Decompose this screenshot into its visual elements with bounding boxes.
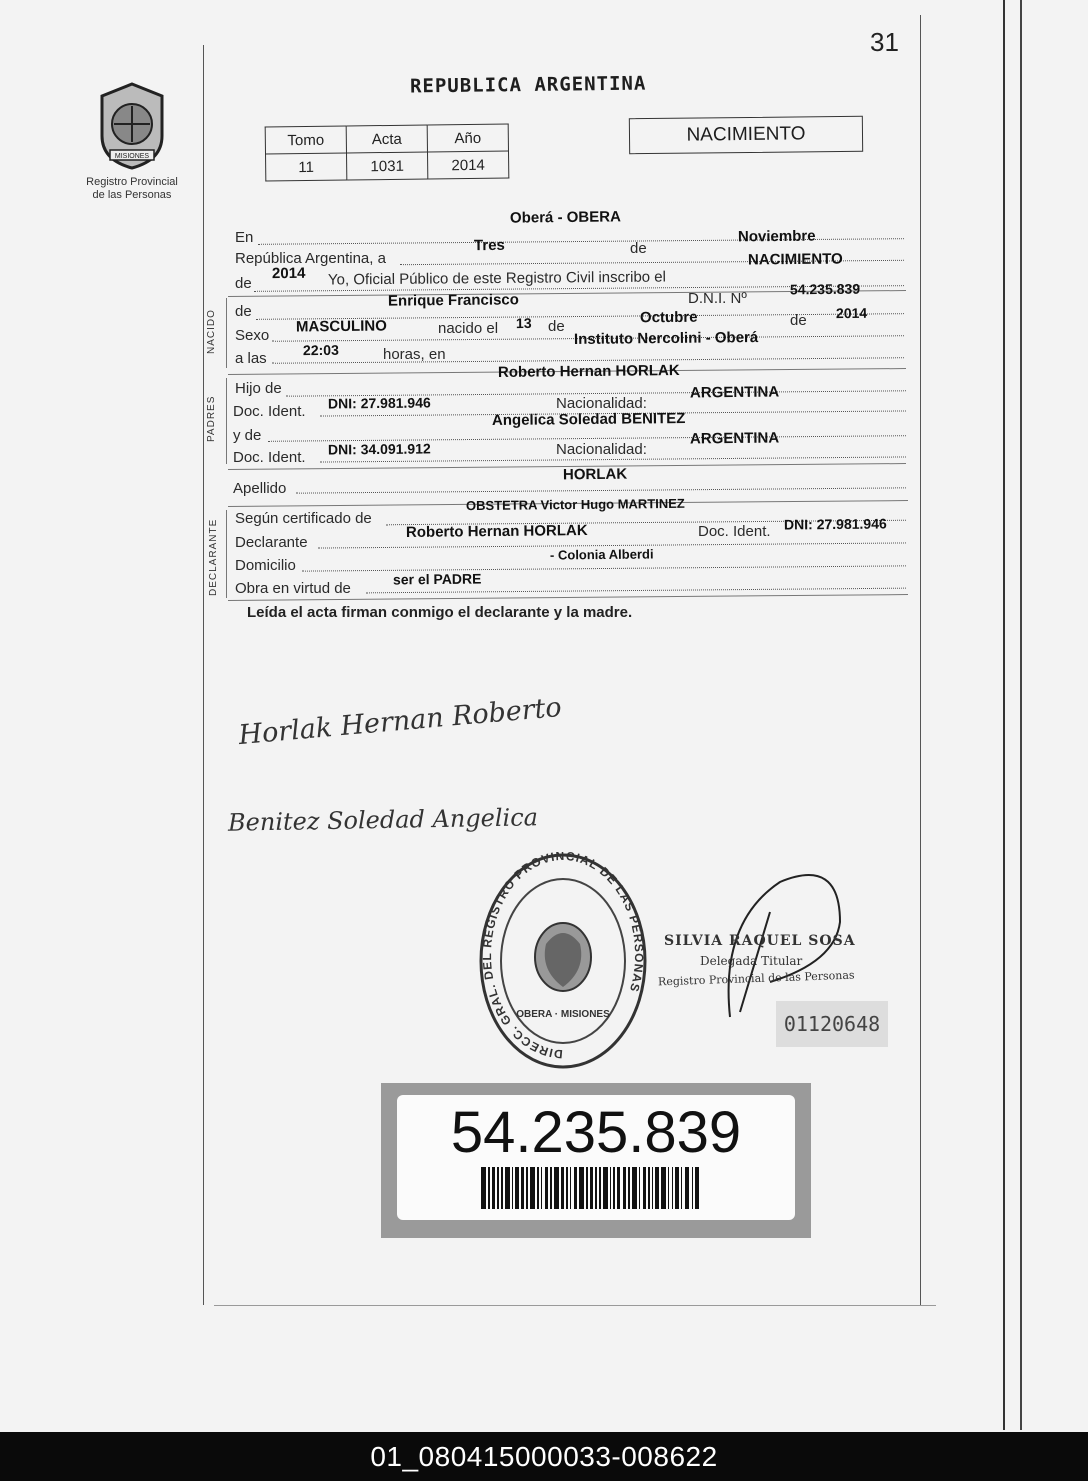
doc-type: NACIMIENTO [686, 123, 806, 146]
value-birth-month: Octubre [639, 308, 698, 327]
official-role: Delegada Titular [700, 954, 803, 968]
value-month: Noviembre [737, 227, 816, 246]
barcode-bar [515, 1167, 518, 1209]
label-de-year: de [235, 275, 252, 292]
official-name: SILVIA RAQUEL SOSA [664, 933, 856, 949]
barcode-bar [586, 1167, 588, 1209]
barcode-bar [695, 1167, 698, 1209]
barcode-bar [628, 1167, 630, 1209]
barcode-bar [561, 1167, 564, 1209]
provincial-seal [92, 80, 172, 172]
id-label [381, 1083, 811, 1238]
value-acta: 1031 [347, 152, 428, 180]
official-stamp [478, 852, 648, 1070]
barcode-bar [521, 1167, 524, 1209]
barcode-bar [675, 1167, 678, 1209]
signature-madre: Benitez Soledad Angelica [227, 803, 539, 837]
barcode-bar [526, 1167, 528, 1209]
line-obra [366, 588, 906, 594]
barcode-bar [603, 1167, 608, 1209]
value-en: Oberá - OBERA [509, 208, 621, 227]
padres-bracket [226, 378, 227, 464]
barcode-bar [661, 1167, 666, 1209]
value-ano: 2014 [427, 151, 508, 179]
barcode-bar [554, 1167, 559, 1209]
page-number: 31 [870, 27, 899, 57]
label-de-month: de [630, 240, 647, 257]
barcode-bar [599, 1167, 601, 1209]
barcode-bar [655, 1167, 658, 1209]
registry-table-values [266, 151, 509, 181]
doc-type-box [629, 116, 863, 154]
page-edge-line [1003, 0, 1005, 1430]
value-day: Tres [473, 236, 505, 255]
back-page-edge [1020, 0, 1022, 1430]
barcode-bar [639, 1167, 641, 1209]
barcode-bar [610, 1167, 612, 1209]
value-birth-year: 2014 [835, 304, 868, 322]
barcode-bar [668, 1167, 670, 1209]
value-father: Roberto Hernan HORLAK [497, 362, 680, 381]
label-doc-father: Doc. Ident. [233, 403, 306, 420]
stamp-inner-text: OBERA · MISIONES [516, 1009, 610, 1020]
closing-text: Leída el acta firman conmigo el declarante y la madre. [247, 604, 633, 621]
barcode-bar [505, 1167, 510, 1209]
label-declarante: Declarante [235, 534, 308, 551]
value-name: Enrique Francisco [387, 291, 519, 310]
value-dni: 54.235.839 [789, 280, 861, 298]
document-title: REPUBLICA ARGENTINA [409, 72, 647, 98]
official-number: 01120648 [783, 1012, 881, 1036]
value-lugar: Instituto Nercolini - Oberá [573, 329, 759, 348]
header-acta: Acta [346, 125, 427, 153]
label-y-de: y de [233, 427, 262, 444]
stamp-graphic [478, 852, 648, 1070]
value-sexo: MASCULINO [295, 317, 387, 336]
barcode-bar [481, 1167, 486, 1209]
page-bottom-line [214, 1305, 936, 1306]
stamp-ring-text: DIRECC. GRAL. DEL REGISTRO PROVINCIAL DE LAS PERSONAS [480, 852, 647, 1062]
label-republica: República Argentina, a [235, 250, 386, 267]
section-nacido: NACIDO [206, 309, 217, 354]
label-dni: D.N.I. Nº [688, 290, 747, 307]
barcode-bar [550, 1167, 552, 1209]
label-doc-declarante: Doc. Ident. [698, 523, 771, 540]
label-nacido-el: nacido el [438, 320, 499, 337]
left-margin-line [203, 45, 204, 1305]
value-father-doc: DNI: 27.981.946 [327, 394, 431, 412]
label-de-birth-month: de [548, 318, 565, 335]
value-cert: OBSTETRA Victor Hugo MARTINEZ [465, 495, 685, 514]
barcode-bar [613, 1167, 615, 1209]
registry-table-header [265, 124, 508, 154]
barcode-bar [488, 1167, 490, 1209]
value-hora: 22:03 [302, 341, 339, 359]
seal-caption-line2: de las Personas [92, 189, 172, 201]
footer-id: 01_080415000033-008622 [0, 1432, 1088, 1481]
section-padres: PADRES [206, 395, 217, 442]
label-nac-mother: Nacionalidad: [556, 441, 647, 458]
seal-caption-line1: Registro Provincial [86, 176, 178, 188]
label-obra: Obra en virtud de [235, 580, 351, 597]
barcode-bar [648, 1167, 650, 1209]
header-ano: Año [427, 124, 508, 152]
value-year: 2014 [271, 264, 306, 283]
value-father-nac: ARGENTINA [689, 383, 780, 402]
value-mother-doc: DNI: 34.091.912 [327, 440, 431, 458]
label-de-name: de [235, 303, 252, 320]
declarante-bracket [226, 510, 227, 598]
value-tomo: 11 [266, 153, 347, 181]
barcode-bar [632, 1167, 637, 1209]
value-obra: ser el PADRE [392, 570, 482, 588]
label-en: En [235, 229, 254, 246]
barcode-bar [541, 1167, 543, 1209]
barcode-bar [492, 1167, 495, 1209]
label-cert: Según certificado de [235, 510, 372, 527]
barcode-bar [617, 1167, 620, 1209]
label-domicilio: Domicilio [235, 557, 296, 574]
barcode-bar [530, 1167, 535, 1209]
value-mother-nac: ARGENTINA [689, 429, 780, 448]
value-declarante-doc: DNI: 27.981.946 [783, 515, 887, 533]
barcode-bar [501, 1167, 503, 1209]
seal-text: MISIONES [114, 153, 150, 160]
label-a-las: a las [235, 350, 267, 367]
barcode-bar [692, 1167, 694, 1209]
label-de-birth-year: de [790, 312, 807, 329]
provincial-seal-icon [92, 80, 172, 172]
registry-table [265, 124, 510, 182]
barcode-bar [681, 1167, 683, 1209]
value-declarante: Roberto Hernan HORLAK [405, 522, 588, 541]
barcode-bar [652, 1167, 654, 1209]
label-nac-father: Nacionalidad: [556, 395, 647, 412]
label-doc-mother: Doc. Ident. [233, 449, 306, 466]
signature-declarante: Horlak Hernan Roberto [237, 691, 563, 752]
value-mother: Angelica Soledad BENITEZ [491, 409, 686, 430]
barcode-bar [643, 1167, 646, 1209]
value-birth-day: 13 [515, 314, 532, 332]
barcode-bar [545, 1167, 548, 1209]
barcode-bar [579, 1167, 584, 1209]
barcode-bar [512, 1167, 514, 1209]
barcode-bar [566, 1167, 568, 1209]
id-number: 54.235.839 [450, 1100, 742, 1165]
barcode-bar [685, 1167, 690, 1209]
barcode-bar [623, 1167, 626, 1209]
nacido-bracket [226, 298, 227, 368]
official-office: Registro Provincial de las Personas [657, 968, 855, 989]
value-domicilio: - Colonia Alberdi [549, 546, 654, 563]
right-margin-line [920, 15, 921, 1305]
barcode-bar [590, 1167, 593, 1209]
oficial-text: Yo, Oficial Público de este Registro Civil inscribo el [327, 268, 667, 289]
id-label-inner [397, 1095, 795, 1220]
header-tomo: Tomo [265, 126, 346, 154]
section-declarante: DECLARANTE [208, 518, 219, 596]
line-apellido [296, 487, 906, 493]
barcode [481, 1167, 737, 1209]
official-number-box [776, 1001, 888, 1047]
value-type: NACIMIENTO [747, 250, 843, 269]
seal-caption [72, 176, 192, 202]
label-apellido: Apellido [233, 480, 287, 497]
barcode-bar [672, 1167, 674, 1209]
barcode-bar [570, 1167, 572, 1209]
barcode-bar [595, 1167, 597, 1209]
label-hijo-de: Hijo de [235, 380, 282, 397]
barcode-bar [574, 1167, 577, 1209]
label-sexo: Sexo [235, 327, 270, 344]
barcode-bar [537, 1167, 539, 1209]
barcode-bar [497, 1167, 499, 1209]
label-horas-en: horas, en [383, 346, 446, 363]
value-apellido: HORLAK [562, 465, 628, 484]
